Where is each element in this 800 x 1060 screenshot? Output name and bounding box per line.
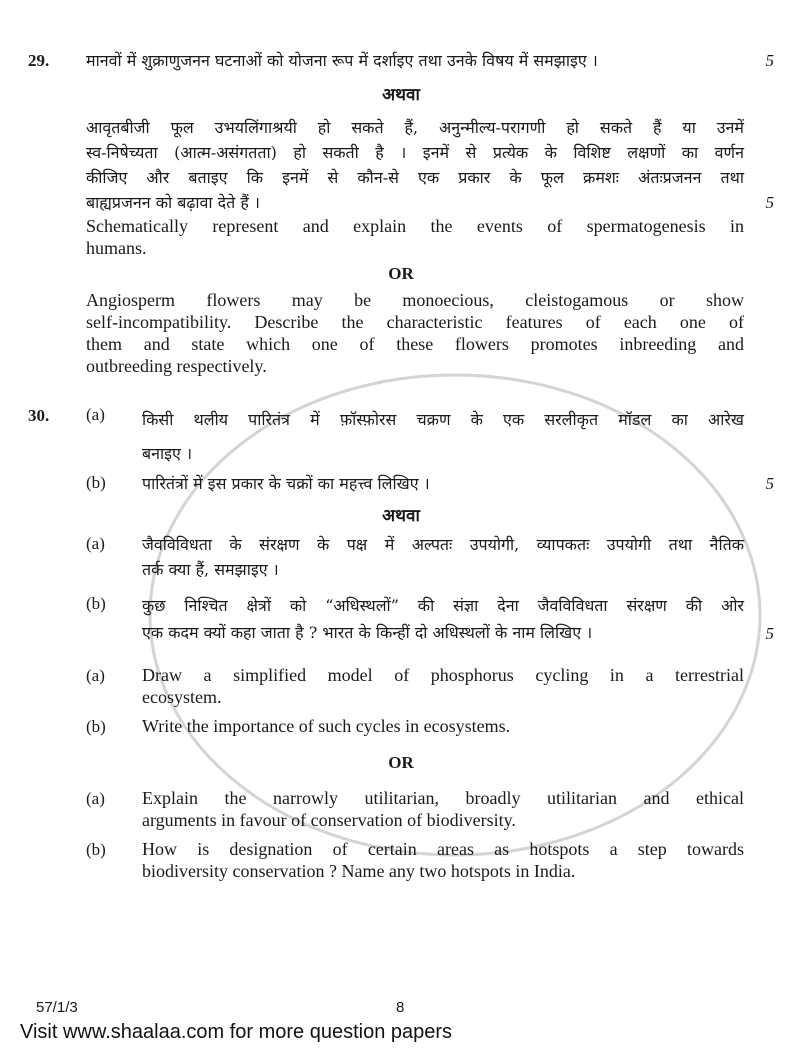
q30-english-alt-b bbox=[28, 838, 774, 882]
sub-label: (a) bbox=[86, 789, 105, 808]
q30-hindi-a-line: किसी थलीय पारितंत्र में फ़ॉस्फ़ोरस चक्रण के एक सरलीकृत मॉडल का आरेख bbox=[142, 410, 744, 429]
sub-label: (b) bbox=[86, 717, 106, 736]
q29-hindi-alt bbox=[28, 115, 774, 215]
q30-hindi-alt-b bbox=[28, 592, 774, 646]
or-divider-hindi: अथवा bbox=[382, 85, 420, 105]
q30-english-a bbox=[28, 664, 774, 708]
q29-english-line: humans. bbox=[86, 238, 147, 258]
q30-hindi-b bbox=[28, 471, 774, 496]
q30-hindi-alt-b-line: एक कदम क्यों कहा जाता है ? भारत के किन्हीं दो अधिस्थलों के नाम लिखिए । bbox=[142, 623, 593, 642]
q29-hindi-alt-line: कीजिए और बताइए कि इनमें से कौन-से एक प्रकार के फूल क्रमशः अंतःप्रजनन तथा bbox=[86, 168, 744, 187]
q30-english-alt-a bbox=[28, 787, 774, 831]
q29-hindi-alt-line: बाह्यप्रजनन को बढ़ावा देते हैं । bbox=[86, 193, 260, 212]
q30-english-alt-a-line: arguments in favour of conservation of biodiversity. bbox=[142, 810, 516, 830]
q30-english-alt-b-line: How is designation of certain areas as hotspots a step towards bbox=[142, 839, 744, 859]
question-number: 29. bbox=[28, 51, 50, 70]
question-number: 30. bbox=[28, 406, 50, 425]
q30-hindi-alt-a bbox=[28, 532, 774, 582]
marks: 5 bbox=[765, 474, 774, 493]
page-number: 8 bbox=[396, 999, 405, 1016]
marks: 5 bbox=[765, 624, 774, 643]
sub-label: (a) bbox=[86, 405, 105, 424]
sub-label: (a) bbox=[86, 534, 105, 553]
q30-hindi-a-line: बनाइए । bbox=[142, 444, 193, 463]
q30-hindi-alt-b-line: कुछ निश्चित क्षेत्रों को “अधिस्थलों” की संज्ञा देना जैवविविधता संरक्षण की ओर bbox=[142, 596, 744, 615]
or-divider: OR bbox=[388, 753, 414, 772]
marks: 5 bbox=[765, 51, 774, 70]
q29-hindi-alt-line: आवृतबीजी फूल उभयलिंगाश्रयी हो सकते हैं, अनुन्मील्य-परागणी हो सकते हैं या उनमें bbox=[86, 118, 744, 137]
or-divider-hindi: अथवा bbox=[382, 506, 420, 526]
q29-english-alt bbox=[28, 289, 774, 377]
sub-label: (b) bbox=[86, 473, 106, 492]
q30-english-b-text: Write the importance of such cycles in ecosystems. bbox=[142, 716, 511, 736]
q30-english-alt-b-line: biodiversity conservation ? Name any two hotspots in India. bbox=[142, 861, 576, 881]
q30-hindi-a bbox=[28, 403, 774, 471]
q30-english-a-line: Draw a simplified model of phosphorus cycling in a terrestrial bbox=[142, 665, 744, 685]
q30-hindi-b-text: पारितंत्रों में इस प्रकार के चक्रों का महत्त्व लिखिए । bbox=[142, 474, 430, 493]
sub-label: (b) bbox=[86, 594, 106, 613]
q30-english-a-line: ecosystem. bbox=[142, 687, 222, 707]
q29-english-alt-line: Angiosperm flowers may be monoecious, cleistogamous or show bbox=[86, 290, 744, 310]
question-paper-page bbox=[28, 48, 774, 882]
sub-label: (b) bbox=[86, 840, 106, 859]
paper-code: 57/1/3 bbox=[36, 999, 78, 1016]
q29-english-alt-line: self-incompatibility. Describe the characteristic features of each one of bbox=[86, 312, 744, 332]
q29-english-alt-line: outbreeding respectively. bbox=[86, 356, 267, 376]
q30-english-alt-a-line: Explain the narrowly utilitarian, broadly utilitarian and ethical bbox=[142, 788, 744, 808]
q29-hindi-alt-line: स्व-निषेच्यता (आत्म-असंगतता) हो सकती है । इनमें से प्रत्येक के विशिष्ट लक्षणों का वर्णन bbox=[86, 143, 744, 162]
sub-label: (a) bbox=[86, 666, 105, 685]
marks: 5 bbox=[765, 193, 774, 212]
q30-hindi-alt-a-line: तर्क क्या हैं, समझाइए । bbox=[142, 560, 279, 579]
q29-english-line: Schematically represent and explain the events of spermatogenesis in bbox=[86, 216, 744, 236]
visit-banner[interactable]: Visit www.shaalaa.com for more question papers bbox=[20, 1021, 453, 1043]
q29-english-alt-line: them and state which one of these flowers promotes inbreeding and bbox=[86, 334, 744, 354]
q29-hindi-question-row bbox=[28, 48, 774, 73]
q29-english bbox=[28, 215, 774, 259]
q30-hindi-alt-a-line: जैवविविधता के संरक्षण के पक्ष में अल्पतः उपयोगी, व्यापकतः उपयोगी तथा नैतिक bbox=[142, 535, 744, 554]
q30-english-b bbox=[28, 715, 774, 739]
or-divider: OR bbox=[388, 264, 414, 283]
q29-hindi-question: मानवों में शुक्राणुजनन घटनाओं को योजना रूप में दर्शाइए तथा उनके विषय में समझाइए । bbox=[86, 51, 598, 70]
